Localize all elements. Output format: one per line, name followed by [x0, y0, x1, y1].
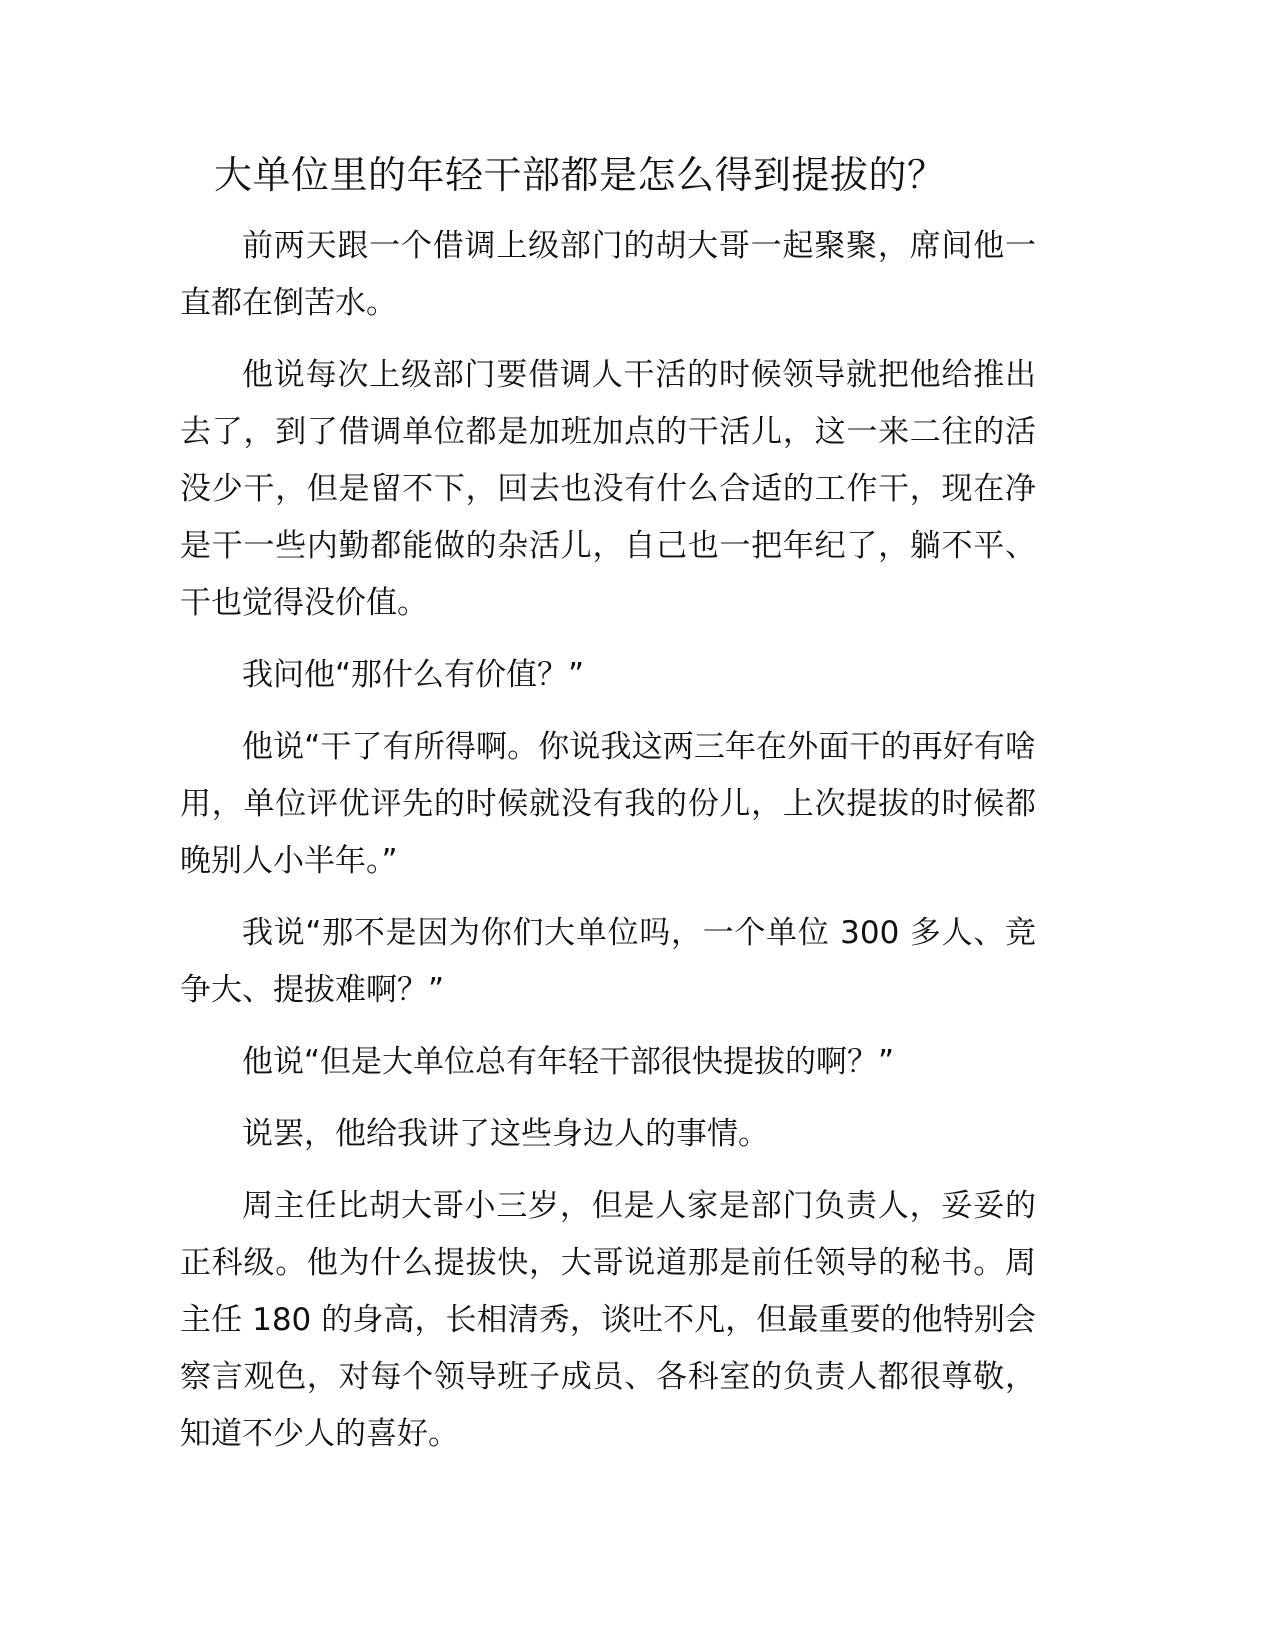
paragraph-8: 周主任比胡大哥小三岁，但是人家是部门负责人，妥妥的正科级。他为什么提拔快，大哥说道那是前任领导的秘书。周主任 180 的身高，长相清秀，谈吐不凡，但最重要的他特别会察言观色，对每个领导班子成员、各科室的负责人都很尊敬，知道不少人的喜好。: [180, 1188, 1036, 1452]
paragraph-5: 我说“那不是因为你们大单位吗，一个单位 300 多人、竞争大、提拔难啊？”: [180, 915, 1036, 1008]
paragraph-4: 他说“干了有所得啊。你说我这两三年在外面干的再好有啥用，单位评优评先的时候就没有我的份儿，上次提拔的时候都晚别人小半年。”: [180, 729, 1036, 879]
document-title: 大单位里的年轻干部都是怎么得到提拔的？: [214, 153, 946, 197]
paragraph-2: 他说每次上级部门要借调人干活的时候领导就把他给推出去了，到了借调单位都是加班加点的干活儿，这一来二往的活没少干，但是留不下，回去也没有什么合适的工作干，现在净是干一些内勤都能做的杂活儿，自己也一把年纪了，躺不平、干也觉得没价值。: [180, 357, 1036, 621]
paragraph-3: 我问他“那什么有价值？”: [242, 657, 585, 693]
document-body: [180, 218, 1036, 1478]
paragraph-7: 说罢，他给我讲了这些身边人的事情。: [242, 1116, 769, 1152]
paragraph-6: 他说“但是大单位总有年轻干部很快提拔的啊？”: [242, 1044, 895, 1080]
paragraph-1: 前两天跟一个借调上级部门的胡大哥一起聚聚，席间他一直都在倒苦水。: [180, 228, 1036, 321]
